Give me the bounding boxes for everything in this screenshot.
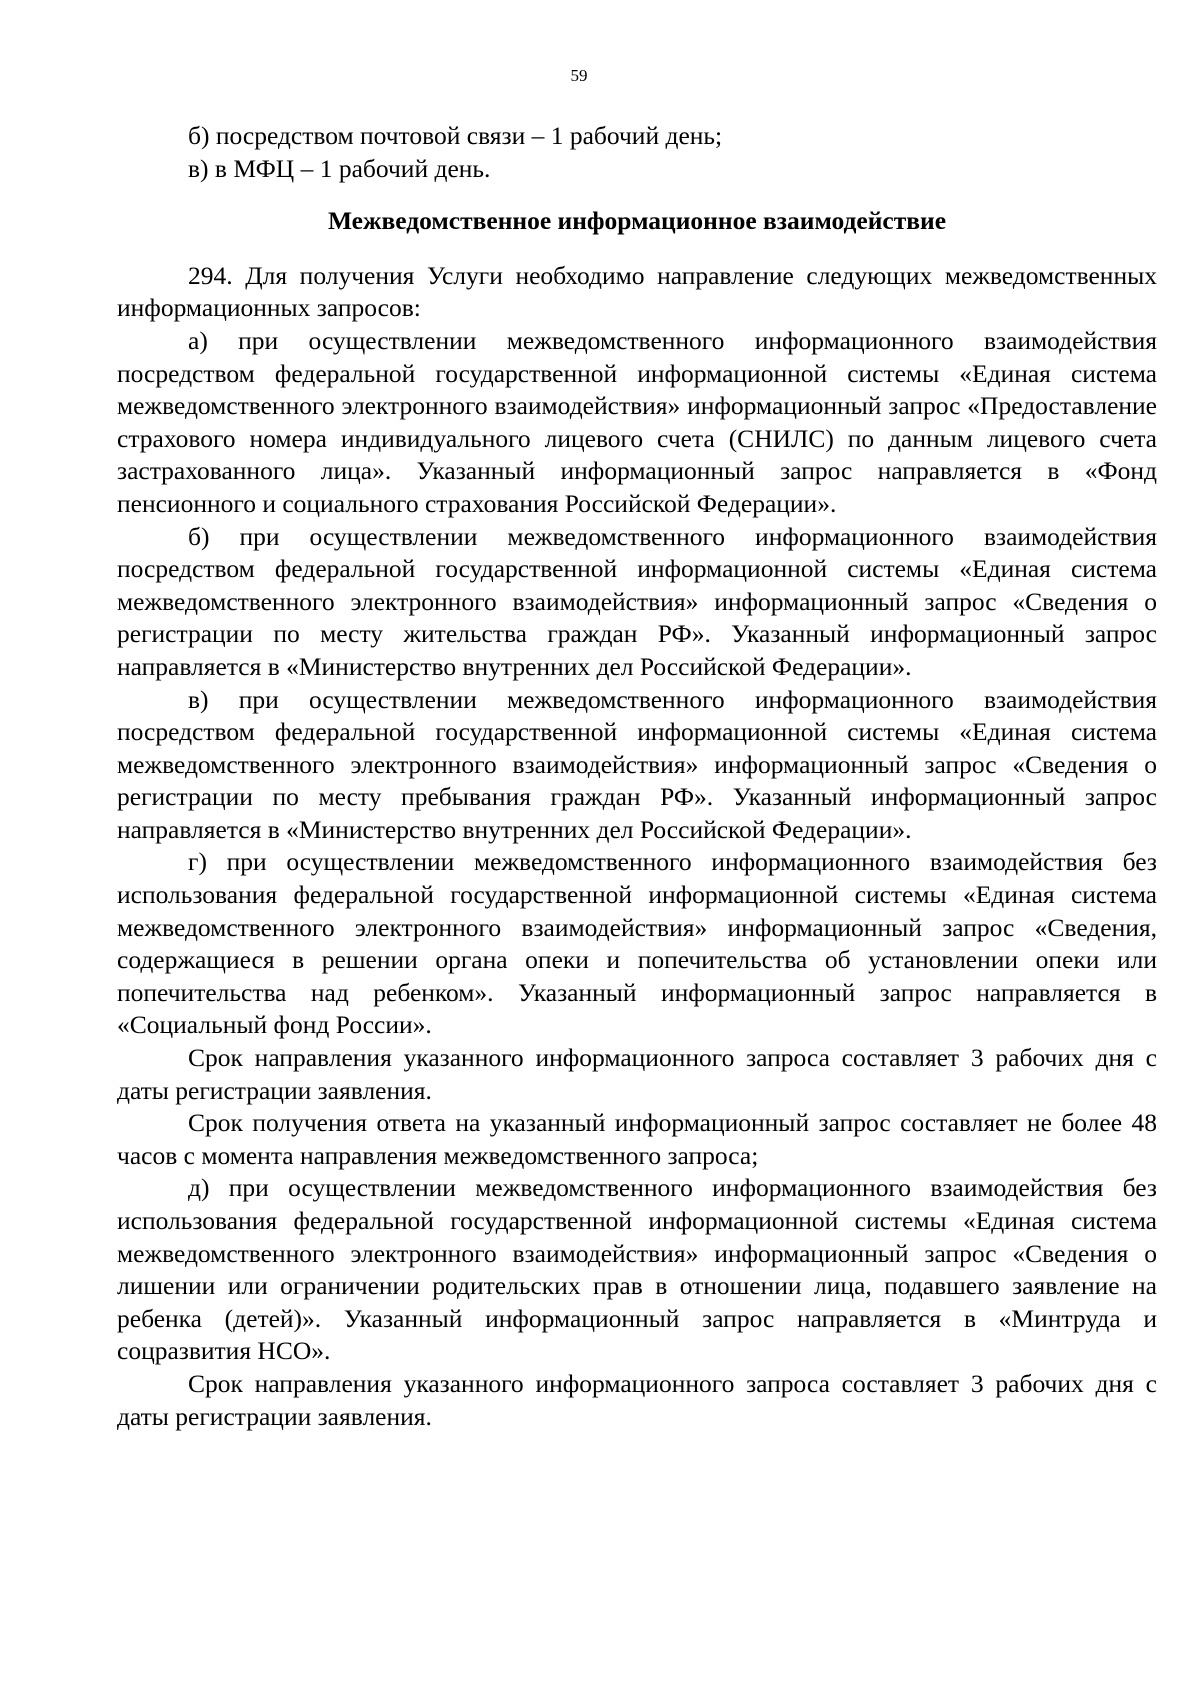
section-heading: Межведомственное информационное взаимодействие (327, 206, 947, 236)
paragraph-deadline-send-1: Срок направления указанного информационного запроса составляет 3 рабочих дня с даты регистрации заявления. (117, 1043, 1157, 1105)
paragraph-294: 294. Для получения Услуги необходимо направление следующих межведомственных информационных запросов: (117, 260, 1157, 323)
paragraph-item-v: в) при осуществлении межведомственного информационного взаимодействия посредством федеральной государственной информационной системы «Единая система межведомственного электронного взаимодействия» информационный запрос «Сведения о регистрации по месту пребывания граждан РФ». Указанный информационный запрос направляется в «Министерство внутренних дел Российской Федерации». (117, 684, 1157, 844)
document-body (117, 120, 1157, 1433)
page-number: 59 (570, 66, 588, 85)
paragraph-item-a: а) при осуществлении межведомственного информационного взаимодействия посредством федеральной государственной информационной системы «Единая система межведомственного электронного взаимодействия» информационный запрос «Предоставление страхового номера индивидуального лицевого счета (СНИЛС) по данным лицевого счета застрахованного лица». Указанный информационный запрос направляется в «Фонд пенсионного и социального страхования Российской Федерации». (117, 325, 1157, 518)
list-item-b: б) посредством почтовой связи – 1 рабочий день; (188, 121, 723, 150)
paragraph-item-g: г) при осуществлении межведомственного информационного взаимодействия без использования федеральной государственной информационной системы «Единая система межведомственного электронного взаимодействия» информационный запрос «Сведения, содержащиеся в решении органа опеки и попечительства об установлении опеки или попечительства над ребенком». Указанный информационный запрос направляется в «Социальный фонд России». (117, 847, 1157, 1040)
paragraph-item-d: д) при осуществлении межведомственного информационного взаимодействия без использования федеральной государственной информационной системы «Единая система межведомственного электронного взаимодействия» информационный запрос «Сведения о лишении или ограничении родительских прав в отношении лица, подавшего заявление на ребенка (детей)». Указанный информационный запрос направляется в «Минтруда и соцразвития НСО». (117, 1173, 1157, 1366)
paragraph-deadline-response: Срок получения ответа на указанный информационный запрос составляет не более 48 часов с момента направления межведомственного запроса; (117, 1108, 1157, 1170)
list-item-v: в) в МФЦ – 1 рабочий день. (188, 153, 491, 183)
paragraph-deadline-send-2: Срок направления указанного информационного запроса составляет 3 рабочих дня с даты регистрации заявления. (117, 1368, 1157, 1431)
paragraph-item-b: б) при осуществлении межведомственного информационного взаимодействия посредством федеральной государственной информационной системы «Единая система межведомственного электронного взаимодействия» информационный запрос «Сведения о регистрации по месту жительства граждан РФ». Указанный информационный запрос направляется в «Министерство внутренних дел Российской Федерации». (117, 521, 1157, 681)
